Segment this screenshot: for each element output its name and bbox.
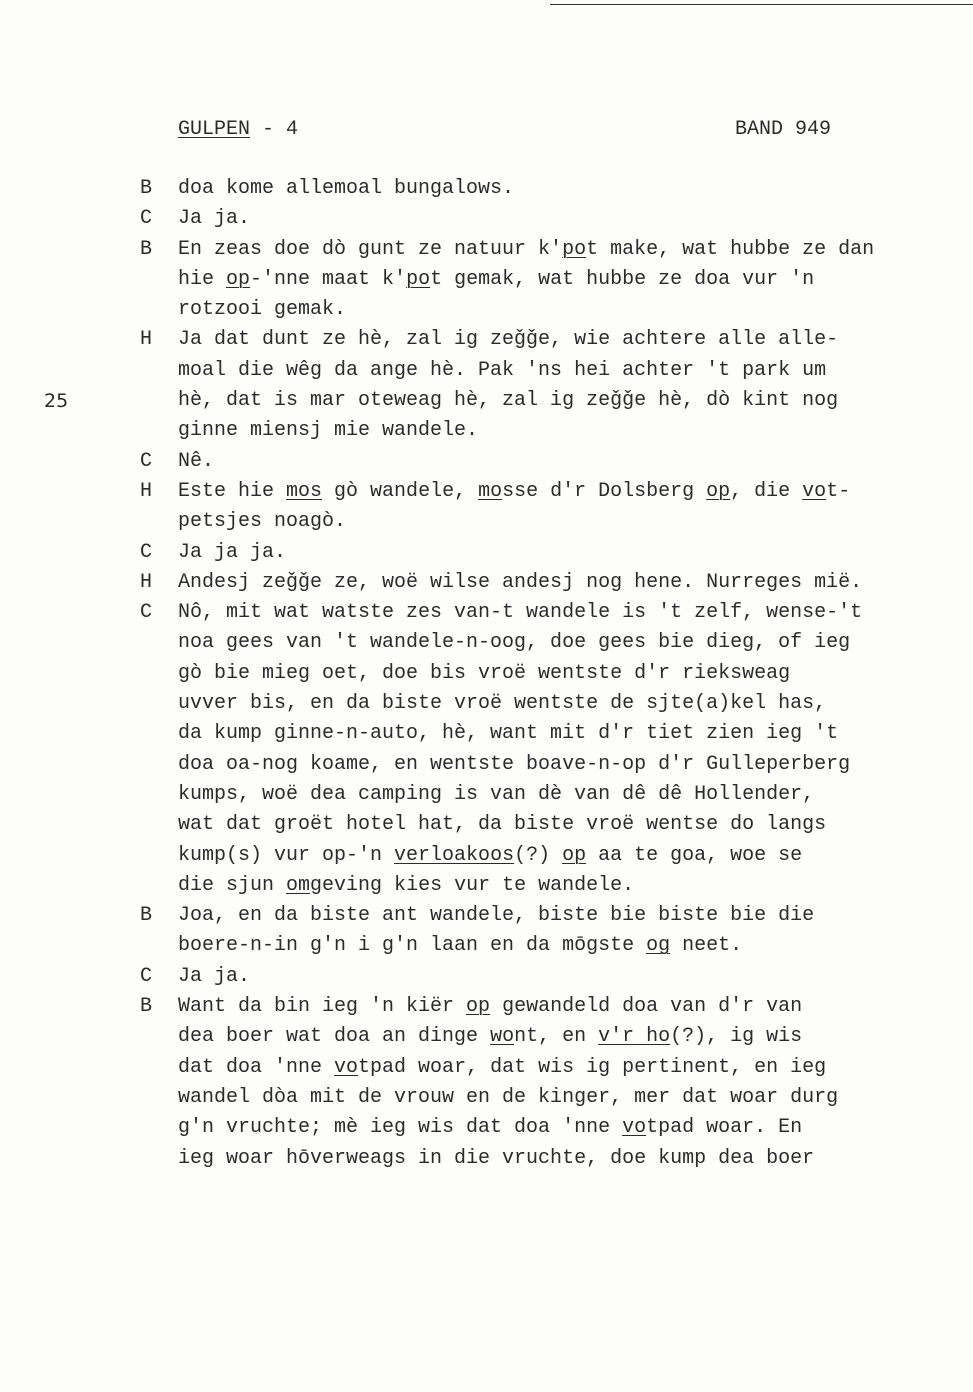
speaker-label: C — [140, 540, 153, 564]
transcript-line — [0, 810, 973, 840]
transcript-line — [0, 931, 973, 961]
transcript-line — [0, 871, 973, 901]
line-text — [178, 719, 838, 749]
text-segment: Nê. — [178, 449, 215, 473]
underlined-text: vo — [334, 1055, 359, 1079]
line-text — [178, 628, 850, 658]
transcript-line — [0, 265, 973, 295]
underlined-text: mo — [478, 479, 503, 503]
text-segment: dat doa 'nne — [178, 1055, 335, 1079]
underlined-text: verloakoos — [394, 843, 515, 867]
text-segment: En zeas doe dò gunt ze natuur k' — [178, 237, 563, 261]
transcript-line — [0, 659, 973, 689]
line-text — [178, 477, 850, 507]
speaker-label: H — [140, 570, 153, 594]
transcript-line — [0, 1053, 973, 1083]
line-number: 25 — [44, 390, 69, 413]
text-segment: neet. — [670, 934, 743, 958]
line-text — [178, 1053, 826, 1083]
line-text — [178, 235, 874, 265]
transcript-line — [0, 1022, 973, 1052]
text-segment: uvver bis, en da biste vroë wentste de sjte(a)kel has, — [178, 692, 827, 716]
transcript-line — [0, 1144, 973, 1174]
text-segment: Ja ja ja. — [178, 540, 287, 564]
text-segment: Want da bin ieg 'n kiër — [178, 995, 467, 1019]
text-segment: da kump ginne-n-auto, hè, want mit d'r tiet zien ieg 't — [178, 722, 839, 746]
text-segment: kumps, woë dea camping is van dè van dê dê Hollender, — [178, 782, 815, 806]
text-segment: -'nne maat k' — [250, 267, 407, 291]
line-text — [178, 295, 346, 325]
text-segment: tpad woar, dat wis ig pertinent, en ieg — [358, 1055, 827, 1079]
text-segment: (?) — [514, 843, 563, 867]
transcript-line — [0, 235, 973, 265]
text-segment: moal die wêg da ange hè. Pak 'ns hei achter 't park um — [178, 358, 827, 382]
text-segment: nt, en — [514, 1025, 599, 1049]
text-segment: dea boer wat doa an dinge — [178, 1025, 491, 1049]
transcript-line — [0, 598, 973, 628]
text-segment: t make, wat hubbe ze dan — [586, 237, 875, 261]
speaker-label: B — [140, 995, 153, 1019]
transcript-line — [0, 841, 973, 871]
transcript-line — [0, 628, 973, 658]
text-segment: die sjun — [178, 873, 287, 897]
text-segment: doa kome allemoal bungalows. — [178, 177, 515, 200]
transcript-line — [0, 992, 973, 1022]
line-text — [178, 568, 862, 598]
line-text — [178, 871, 634, 901]
underlined-text: po — [562, 237, 587, 261]
text-segment: gò wandele, — [322, 479, 479, 503]
underlined-text: op — [562, 843, 587, 867]
transcript-line — [0, 538, 973, 568]
line-text — [178, 931, 742, 961]
text-segment: noa gees van 't wandele-n-oog, doe gees bie dieg, of ieg — [178, 631, 851, 655]
line-text — [178, 901, 814, 931]
line-text — [178, 810, 826, 840]
text-segment: Este hie — [178, 479, 287, 503]
text-segment: petsjes noagò. — [178, 510, 347, 534]
text-segment: hie — [178, 267, 227, 291]
transcript-line — [0, 1113, 973, 1143]
underlined-text: om — [286, 873, 311, 897]
line-text — [178, 447, 214, 477]
underlined-text: op — [466, 995, 491, 1019]
page-header — [0, 115, 973, 145]
text-segment: , die — [730, 479, 803, 503]
transcript-line — [0, 356, 973, 386]
transcript-line — [0, 901, 973, 931]
transcript-line — [0, 204, 973, 234]
transcript-line — [0, 568, 973, 598]
speaker-label: C — [140, 207, 153, 231]
transcript-line — [0, 962, 973, 992]
line-text — [178, 386, 838, 416]
underlined-text: op — [706, 479, 731, 503]
text-segment: t gemak, wat hubbe ze doa vur 'n — [430, 267, 815, 291]
line-text — [178, 416, 478, 446]
text-segment: hè, dat is mar oteweag hè, zal ig zeǧǧe hè, dò kint nog — [178, 389, 839, 413]
speaker-label: C — [140, 601, 153, 625]
transcript-line — [0, 689, 973, 719]
text-segment: sse d'r Dolsberg — [502, 479, 707, 503]
transcript-line — [0, 386, 973, 416]
line-text — [178, 1113, 802, 1143]
underlined-text: wo — [490, 1025, 515, 1049]
speaker-label: H — [140, 328, 153, 352]
underlined-text: vo — [622, 1116, 647, 1140]
text-segment: Nô, mit wat watste zes van-t wandele is 't zelf, wense-'t — [178, 601, 863, 625]
underlined-text: v'r ho — [598, 1025, 671, 1049]
speaker-label: B — [140, 177, 153, 200]
line-text — [178, 750, 850, 780]
header-location — [178, 115, 298, 145]
text-segment: Ja dat dunt ze hè, zal ig zeǧǧe, wie achtere alle alle- — [178, 328, 839, 352]
line-text — [178, 992, 802, 1022]
underlined-text: og — [646, 934, 671, 958]
text-segment: g'n vruchte; mè ieg wis dat doa 'nne — [178, 1116, 623, 1140]
line-text — [178, 689, 826, 719]
line-text — [178, 962, 250, 992]
text-segment: Ja ja. — [178, 207, 251, 231]
text-segment: wat dat groët hotel hat, da biste vroë wentse do langs — [178, 813, 827, 837]
line-text — [178, 325, 838, 355]
text-segment: t- — [826, 479, 851, 503]
transcript-line — [0, 750, 973, 780]
transcript-body — [0, 174, 973, 1174]
text-segment: Ja ja. — [178, 964, 251, 988]
line-text — [178, 1022, 802, 1052]
transcript-line — [0, 477, 973, 507]
line-text — [178, 841, 802, 871]
speaker-label: B — [140, 904, 153, 928]
top-rule-line — [550, 4, 973, 5]
transcript-line — [0, 447, 973, 477]
transcript-line — [0, 325, 973, 355]
transcript-line — [0, 780, 973, 810]
line-text — [178, 174, 514, 204]
header-page-number: - 4 — [250, 118, 299, 141]
header-band-number: BAND 949 — [735, 118, 832, 141]
line-text — [178, 659, 790, 689]
text-segment: Andesj zeǧǧe ze, woë wilse andesj nog hene. Nurreges mië. — [178, 570, 863, 594]
line-text — [178, 204, 250, 234]
transcript-line — [0, 174, 973, 204]
text-segment: gewandeld doa van d'r van — [490, 995, 803, 1019]
line-text — [178, 598, 862, 628]
line-text — [178, 356, 826, 386]
text-segment: (?), ig wis — [670, 1025, 803, 1049]
text-segment: wandel dòa mit de vrouw en de kinger, mer dat woar durg — [178, 1085, 839, 1109]
text-segment: ieg woar hōverweags in die vruchte, doe kump dea boer — [178, 1146, 815, 1170]
text-segment: gò bie mieg oet, doe bis vroë wentste d'r rieksweag — [178, 661, 791, 685]
text-segment: aa te goa, woe se — [586, 843, 803, 867]
transcript-line — [0, 1083, 973, 1113]
text-segment: geving kies vur te wandele. — [310, 873, 635, 897]
line-text — [178, 1144, 814, 1174]
text-segment: boere-n-in g'n i g'n laan en da mōgste — [178, 934, 647, 958]
speaker-label: C — [140, 964, 153, 988]
underlined-text: mos — [286, 479, 323, 503]
text-segment: Joa, en da biste ant wandele, biste bie biste bie die — [178, 904, 815, 928]
text-segment: tpad woar. En — [646, 1116, 803, 1140]
text-segment: doa oa-nog koame, en wentste boave-n-op d'r Gulleperberg — [178, 752, 851, 776]
line-text — [178, 507, 346, 537]
transcript-line — [0, 416, 973, 446]
header-place: GULPEN — [178, 118, 251, 141]
line-text — [178, 1083, 838, 1113]
line-text — [178, 538, 286, 568]
speaker-label: H — [140, 479, 153, 503]
line-text — [178, 780, 814, 810]
speaker-label: B — [140, 237, 153, 261]
transcript-line — [0, 719, 973, 749]
speaker-label: C — [140, 449, 153, 473]
underlined-text: vo — [802, 479, 827, 503]
transcript-line — [0, 295, 973, 325]
text-segment: ginne miensj mie wandele. — [178, 419, 479, 443]
underlined-text: po — [406, 267, 431, 291]
text-segment: rotzooi gemak. — [178, 298, 347, 322]
transcript-line — [0, 507, 973, 537]
text-segment: kump(s) vur op-'n — [178, 843, 395, 867]
underlined-text: op — [226, 267, 251, 291]
line-text — [178, 265, 814, 295]
